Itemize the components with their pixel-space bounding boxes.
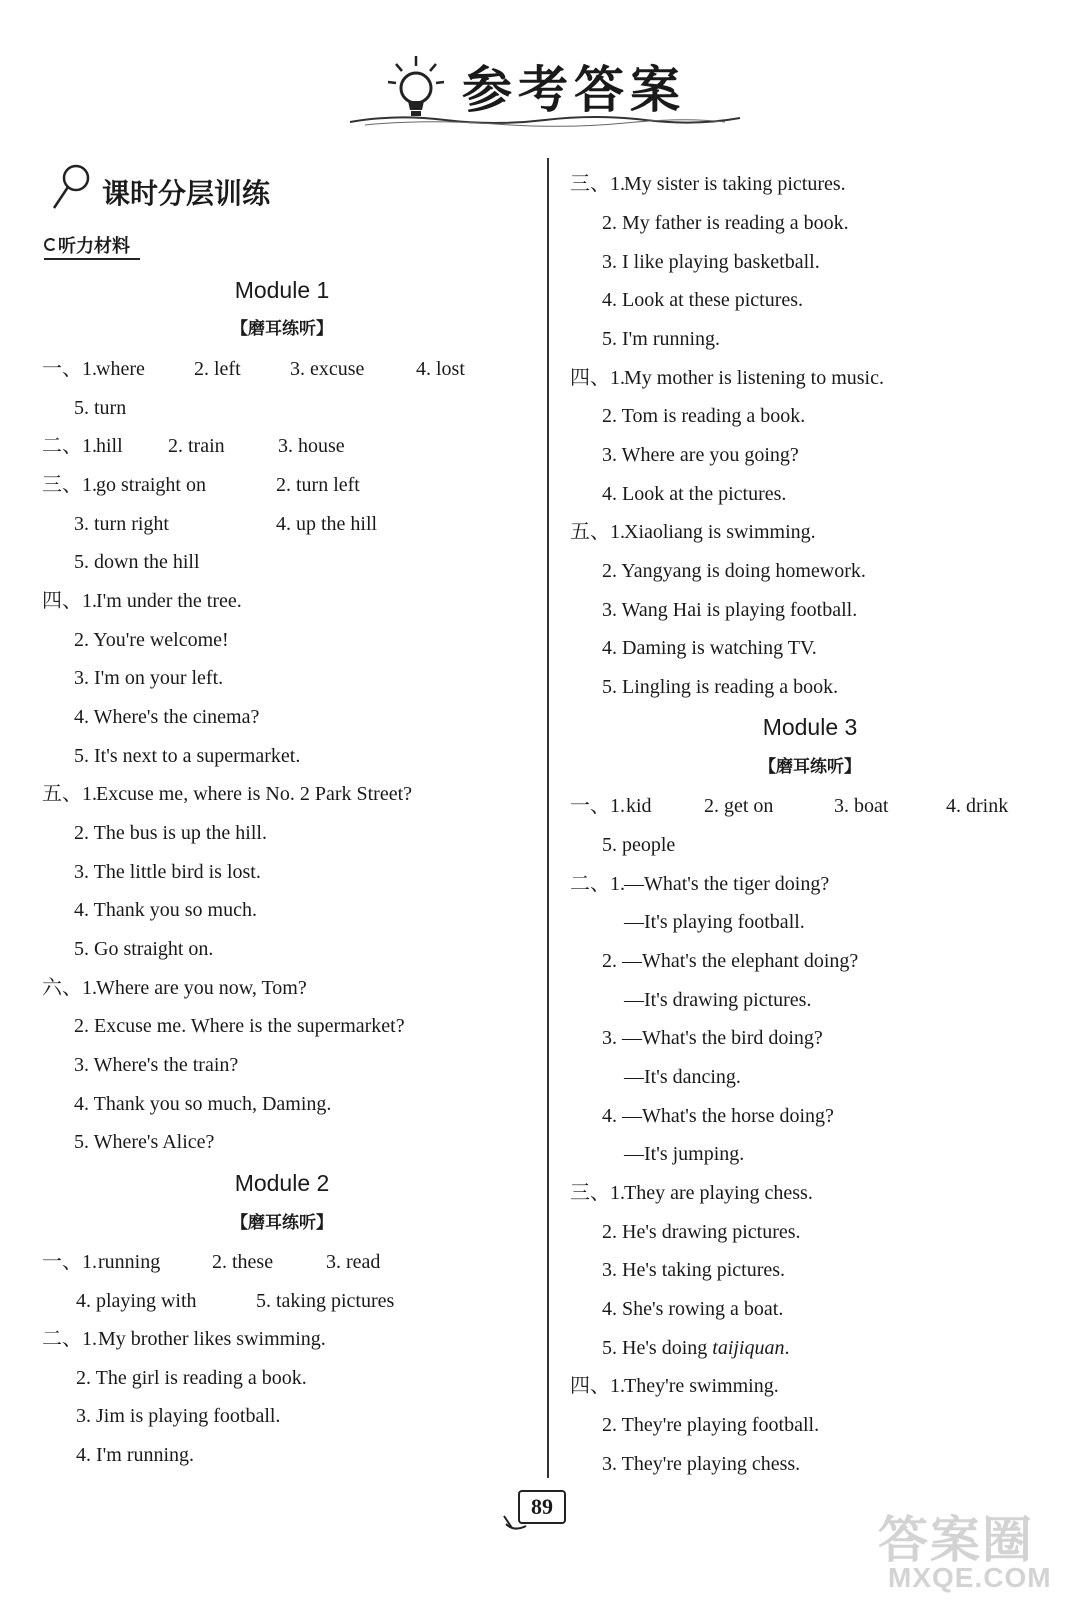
answer-row: 2. He's drawing pictures. — [602, 1221, 801, 1243]
answer-row: 四、1. I'm under the tree. — [42, 590, 242, 612]
answer-row: 3. Jim is playing football. — [76, 1405, 281, 1427]
answer-row: 5. people — [602, 834, 676, 856]
answer-row: 五、1. Xiaoliang is swimming. — [570, 521, 816, 543]
answer-row: 三、1. go straight on 2. turn left — [42, 474, 360, 496]
answer-row: 一、1. where 2. left 3. excuse 4. lost — [42, 358, 465, 380]
answer-row: 六、1. Where are you now, Tom? — [42, 977, 307, 999]
answer-row: —It's playing football. — [624, 911, 805, 933]
answer-row: 三、1. They are playing chess. — [570, 1182, 813, 1204]
answer-row: 二、1. —What's the tiger doing? — [570, 873, 830, 895]
answer-row: 2. The girl is reading a book. — [76, 1367, 307, 1389]
answer-row: 4. Look at the pictures. — [602, 483, 787, 505]
page-number: 89 — [518, 1490, 566, 1524]
module-2-subheading: 【磨耳练听】 — [231, 1213, 333, 1233]
answer-row: 4. Look at these pictures. — [602, 289, 804, 311]
watermark-text: 答案圈 — [878, 1511, 1034, 1569]
answer-row: 3. Wang Hai is playing football. — [602, 599, 858, 621]
answer-row: 一、1. running 2. these 3. read — [42, 1251, 381, 1273]
answer-row: 4. —What's the horse doing? — [602, 1105, 834, 1127]
answer-row: 五、1. Excuse me, where is No. 2 Park Street? — [42, 783, 413, 805]
answer-row: 4. Where's the cinema? — [74, 706, 260, 728]
answer-row: —It's jumping. — [624, 1143, 745, 1165]
answer-row: 2. My father is reading a book. — [602, 212, 849, 234]
answer-row: 4. I'm running. — [76, 1444, 195, 1466]
answer-row: 三、1. My sister is taking pictures. — [570, 173, 846, 195]
answer-row: —It's dancing. — [624, 1066, 741, 1088]
answer-row: 4. playing with 5. taking pictures — [76, 1290, 395, 1312]
answer-row: 5. turn — [74, 397, 127, 419]
answer-row: 3. —What's the bird doing? — [602, 1027, 823, 1049]
watermark — [870, 1500, 1070, 1596]
answer-row: 3. The little bird is lost. — [74, 861, 261, 883]
answer-row: 2. You're welcome! — [74, 629, 229, 651]
answer-row: 2. Tom is reading a book. — [602, 405, 806, 427]
answer-row: 5. down the hill — [74, 551, 200, 573]
answer-row: 3. I like playing basketball. — [602, 251, 820, 273]
answer-row: —It's drawing pictures. — [624, 989, 812, 1011]
answer-row: 一、1. kid 2. get on 3. boat 4. drink — [570, 795, 1009, 817]
page-number-badge — [500, 1484, 580, 1534]
answer-row: 5. I'm running. — [602, 328, 721, 350]
answer-row: 二、1. hill 2. train 3. house — [42, 435, 345, 457]
module-1-heading: Module 1 — [234, 277, 330, 303]
module-2-heading: Module 2 — [234, 1170, 330, 1196]
answer-row: 5. Where's Alice? — [74, 1131, 215, 1153]
answer-row: 5. Go straight on. — [74, 938, 214, 960]
answer-row: 3. Where are you going? — [602, 444, 799, 466]
watermark-url: MXQE.COM — [888, 1562, 1052, 1593]
answer-row: 3. Where's the train? — [74, 1054, 239, 1076]
answer-row: 4. Daming is watching TV. — [602, 637, 817, 659]
answer-row: 3. turn right 4. up the hill — [74, 513, 378, 535]
answer-row: 5. Lingling is reading a book. — [602, 676, 839, 698]
module-3-subheading: 【磨耳练听】 — [759, 757, 861, 777]
answer-row: 5. It's next to a supermarket. — [74, 745, 301, 767]
answer-row: 四、1. My mother is listening to music. — [570, 367, 884, 389]
answer-row: 4. Thank you so much. — [74, 899, 257, 921]
answer-row: 2. Yangyang is doing homework. — [602, 560, 866, 582]
answer-row: 2. The bus is up the hill. — [74, 822, 267, 844]
answer-row: 3. He's taking pictures. — [602, 1259, 786, 1281]
section-title: 课时分层训练 — [102, 177, 271, 210]
title-underline — [345, 110, 745, 130]
answer-row: 4. Thank you so much, Daming. — [74, 1093, 332, 1115]
answer-row: 二、1. My brother likes swimming. — [42, 1328, 326, 1350]
answer-row: 3. I'm on your left. — [74, 667, 224, 689]
answer-row: 2. Excuse me. Where is the supermarket? — [74, 1015, 405, 1037]
page-header — [0, 40, 1074, 140]
magnifier-pin-icon — [50, 162, 94, 212]
answer-row: 4. She's rowing a boat. — [602, 1298, 784, 1320]
module-3-heading: Module 3 — [762, 714, 858, 740]
answer-row: 四、1. They're swimming. — [570, 1375, 779, 1397]
page-title: 参考答案 — [462, 61, 686, 119]
listening-material-label: 听力材料 — [44, 232, 140, 260]
answer-row: 3. They're playing chess. — [602, 1453, 801, 1475]
answer-row: 2. They're playing football. — [602, 1414, 820, 1436]
module-1-subheading: 【磨耳练听】 — [231, 319, 333, 339]
column-divider — [547, 158, 549, 1478]
answer-row: 5. He's doing taijiquan. — [602, 1337, 790, 1359]
answer-row: 2. —What's the elephant doing? — [602, 950, 859, 972]
